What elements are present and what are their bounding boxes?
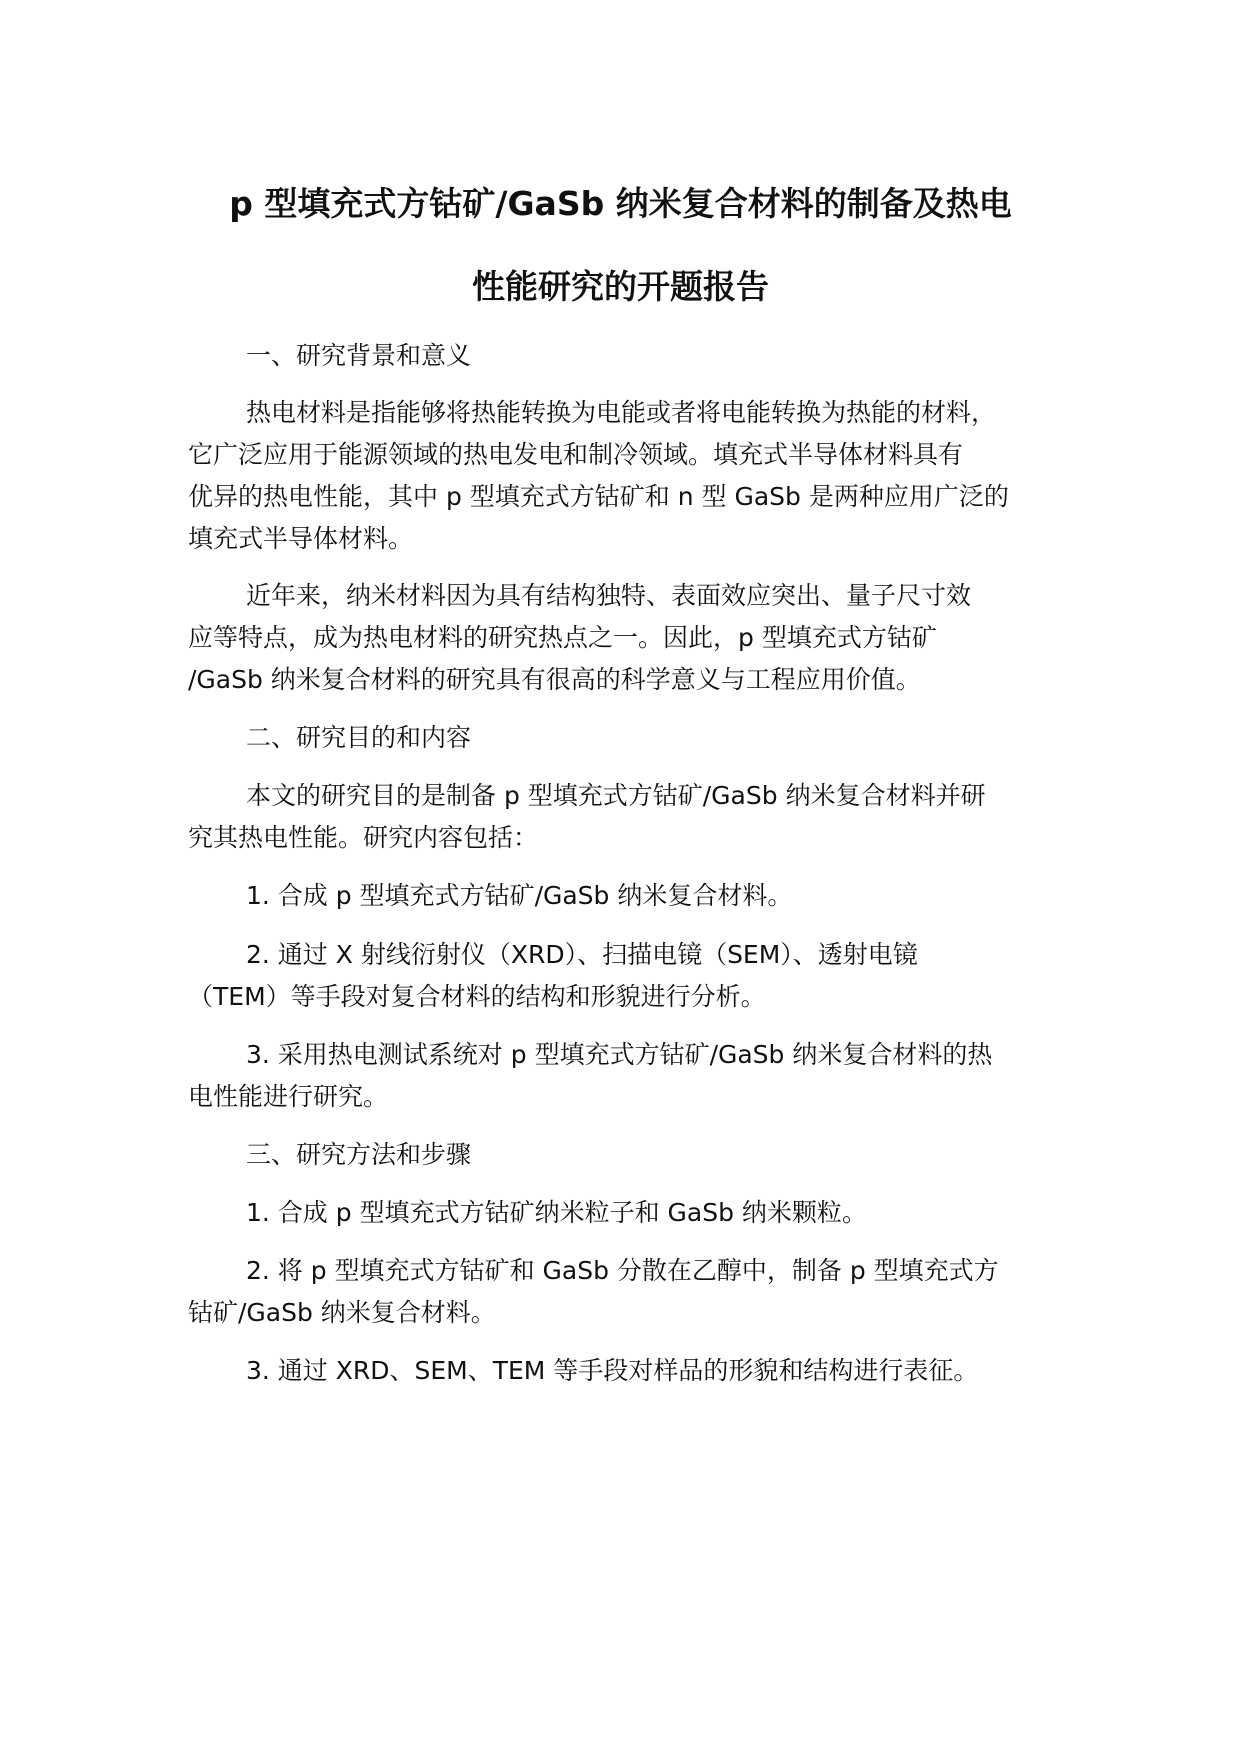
section-2-item-2-line-2: （TEM）等手段对复合材料的结构和形貌进行分析。 (188, 982, 766, 1011)
section-2-item-2-line-1: 2. 通过 X 射线衍射仪（XRD）、扫描电镜（SEM）、透射电镜 (246, 940, 918, 969)
section-3-item-3: 3. 通过 XRD、SEM、TEM 等手段对样品的形貌和结构进行表征。 (246, 1356, 979, 1385)
section-2-intro-line-1: 本文的研究目的是制备 p 型填充式方钴矿/GaSb 纳米复合材料并研 (246, 781, 986, 810)
section-2-heading: 二、研究目的和内容 (246, 723, 472, 752)
section-1-para-2-line-3: /GaSb 纳米复合材料的研究具有很高的科学意义与工程应用价值。 (188, 665, 921, 694)
section-2-item-3-line-2: 电性能进行研究。 (188, 1082, 389, 1111)
section-3-heading: 三、研究方法和步骤 (246, 1140, 472, 1169)
document-title-line-2: 性能研究的开题报告 (472, 267, 769, 306)
section-2-item-1: 1. 合成 p 型填充式方钴矿/GaSb 纳米复合材料。 (246, 881, 793, 910)
section-1-heading: 一、研究背景和意义 (246, 341, 472, 370)
section-1-para-2-line-2: 应等特点，成为热电材料的研究热点之一。因此，p 型填充式方钴矿 (188, 623, 937, 652)
section-3-item-2-line-2: 钴矿/GaSb 纳米复合材料。 (188, 1298, 496, 1327)
section-1-para-1-line-4: 填充式半导体材料。 (188, 524, 414, 553)
section-1-para-1-line-2: 它广泛应用于能源领域的热电发电和制冷领域。填充式半导体材料具有 (188, 440, 964, 469)
section-1-para-1-line-1: 热电材料是指能够将热能转换为电能或者将电能转换为热能的材料， (246, 398, 997, 427)
section-3-item-2-line-1: 2. 将 p 型填充式方钴矿和 GaSb 分散在乙醇中，制备 p 型填充式方 (246, 1256, 999, 1285)
section-1-para-2-line-1: 近年来，纳米材料因为具有结构独特、表面效应突出、量子尺寸效 (246, 581, 972, 610)
section-3-item-1: 1. 合成 p 型填充式方钴矿纳米粒子和 GaSb 纳米颗粒。 (246, 1198, 867, 1227)
section-2-item-3-line-1: 3. 采用热电测试系统对 p 型填充式方钴矿/GaSb 纳米复合材料的热 (246, 1040, 993, 1069)
section-1-para-1-line-3: 优异的热电性能，其中 p 型填充式方钴矿和 n 型 GaSb 是两种应用广泛的 (188, 482, 1009, 511)
document-title-line-1: p 型填充式方钴矿/GaSb 纳米复合材料的制备及热电 (229, 184, 1012, 223)
section-2-intro-line-2: 究其热电性能。研究内容包括： (188, 823, 539, 852)
